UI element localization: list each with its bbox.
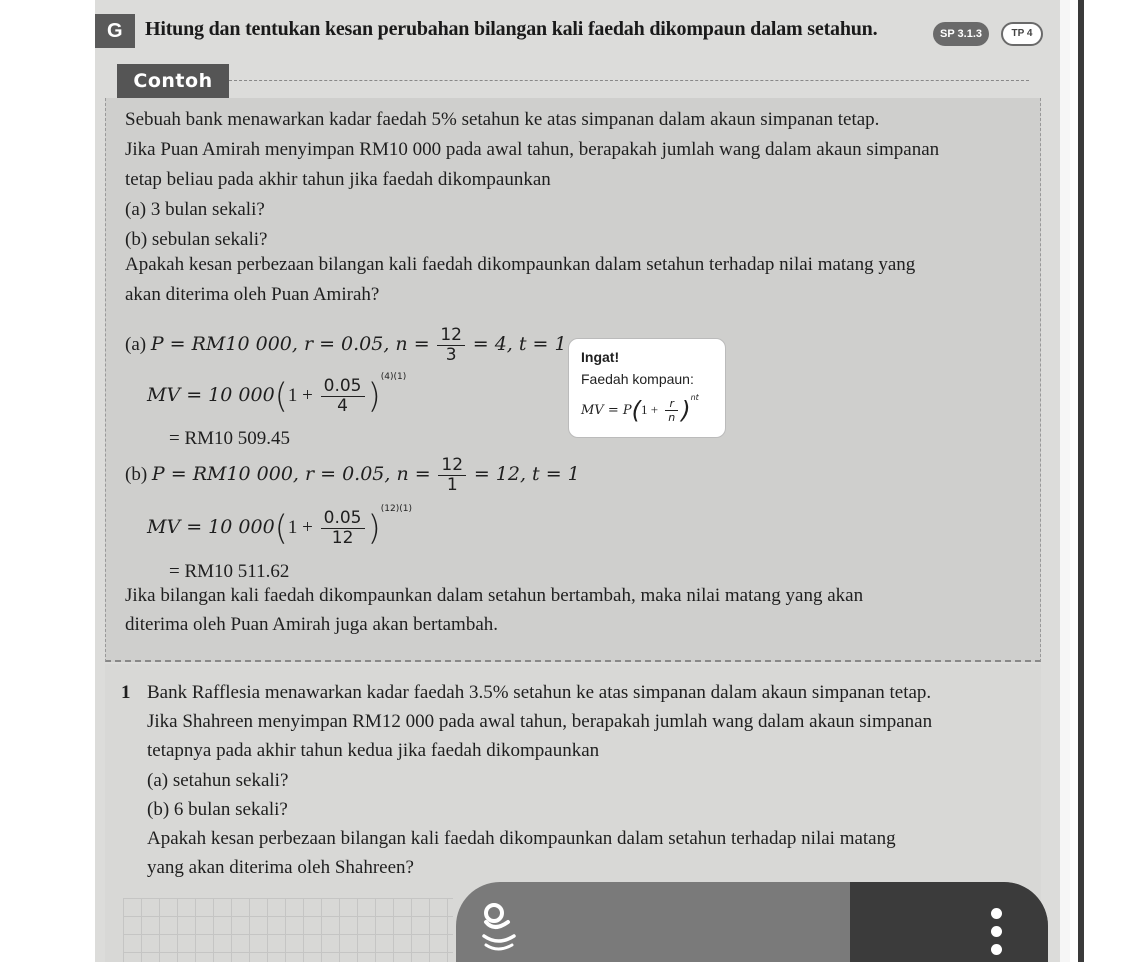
formula-lhs: MV = P — [581, 403, 632, 418]
example-question-1: Apakah kesan perbezaan bilangan kali faedah dikompaunkan dalam setahun terhadap nilai matang yang — [125, 254, 916, 275]
handwriting-icon[interactable] — [474, 896, 530, 956]
example-line-1: Sebuah bank menawarkan kadar faedah 5% setahun ke atas simpanan dalam akaun simpanan tetap. — [125, 109, 880, 130]
solution-a-frac-num: 0.05 — [321, 377, 365, 397]
formula-frac-num: r — [665, 397, 678, 411]
solution-b-n-fraction — [438, 456, 466, 495]
question-1-question-2: yang akan diterima oleh Shahreen? — [147, 857, 414, 878]
solution-a-n-fraction — [437, 326, 465, 365]
question-1-line-2: Jika Shahreen menyimpan RM12 000 pada awal tahun, berapakah jumlah wang dalam akaun simpanan — [147, 711, 933, 732]
right-margin — [1060, 0, 1070, 962]
question-1-line-1: Bank Rafflesia menawarkan kadar faedah 3.5% setahun ke atas simpanan dalam akaun simpanan tetap. — [147, 682, 932, 703]
solution-b-given — [125, 456, 580, 495]
question-1-option-b: (b) 6 bulan sekali? — [147, 799, 288, 820]
remember-subtitle: Faedah kompaun: — [581, 371, 694, 387]
solution-a-given-tail: = 4, t = 1 — [472, 332, 567, 355]
example-line-3: tetap beliau pada akhir tahun jika faedah dikompaunkan — [125, 169, 551, 190]
solution-b-n-den: 1 — [446, 475, 458, 495]
section-title: Hitung dan tentukan kesan perubahan bilangan kali faedah dikompaun dalam setahun. — [145, 18, 878, 40]
solution-b-result: = RM10 511.62 — [169, 561, 290, 582]
solution-a-mv-lhs: MV = 10 000 — [147, 384, 275, 406]
open-paren: ( — [274, 376, 288, 417]
solution-a-n-den: 3 — [445, 345, 457, 365]
remember-title: Ingat! — [581, 349, 620, 365]
remember-box — [568, 338, 726, 438]
solution-a-n-num: 12 — [437, 326, 465, 346]
more-vertical-icon[interactable] — [986, 904, 1006, 962]
example-label: Contoh — [117, 64, 229, 98]
solution-a-frac-den: 4 — [337, 396, 348, 417]
solution-b-frac-num: 0.05 — [321, 509, 365, 529]
solution-b-rate-fraction — [321, 509, 365, 548]
tp-badge: TP 4 — [1001, 22, 1043, 46]
sp-badge: SP 3.1.3 — [933, 22, 989, 46]
solution-b-exponent: (12)(1) — [380, 504, 412, 514]
solution-b-mv-lhs: MV = 10 000 — [147, 516, 275, 538]
example-option-b: (b) sebulan sekali? — [125, 229, 268, 250]
solution-a-exponent: (4)(1) — [380, 372, 407, 382]
solution-a-result: = RM10 509.45 — [169, 428, 291, 449]
example-divider — [229, 80, 1029, 81]
formula-exponent: nt — [690, 393, 699, 402]
solution-a-formula: MV = 10 000(1 + $\frac{0.05}{4}$ )$^{(4)(1)}$ — [147, 372, 407, 417]
scroll-edge — [1078, 0, 1084, 962]
example-question-2: akan diterima oleh Puan Amirah? — [125, 284, 380, 305]
solution-b-given-tail: = 12, t = 1 — [473, 462, 580, 485]
close-paren: ) — [367, 376, 381, 417]
section-badge: G — [95, 14, 135, 48]
solution-b-n-num: 12 — [438, 456, 466, 476]
solution-b-formula: MV = 10 000(1 + $\frac{0.05}{12}$ )$^{(12)(1)}$ — [147, 504, 412, 549]
example-line-2: Jika Puan Amirah menyimpan RM10 000 pada awal tahun, berapakah jumlah wang dalam akaun simpanan — [125, 139, 940, 160]
solution-a-label: (a) — [125, 333, 147, 355]
toolbar-menu-area — [850, 882, 1048, 962]
example-option-a: (a) 3 bulan sekali? — [125, 199, 265, 220]
conclusion-line-1: Jika bilangan kali faedah dikompaunkan dalam setahun bertambah, maka nilai matang yang akan — [125, 585, 864, 606]
solution-b-label: (b) — [125, 463, 148, 485]
solution-a-given — [125, 326, 567, 365]
solution-b-frac-den: 12 — [331, 528, 354, 549]
textbook-page — [95, 0, 1060, 962]
formula-frac-den: n — [668, 411, 676, 424]
solution-a-rate-fraction — [321, 377, 365, 416]
compound-interest-formula: MV = P(1 + $\frac{r}{n}$ )$^{nt}$ — [581, 393, 699, 425]
solution-a-given-text: P = RM10 000, r = 0.05, n = — [150, 332, 430, 355]
question-1-line-3: tetapnya pada akhir tahun kedua jika faedah dikompaunkan — [147, 740, 600, 761]
question-number: 1 — [121, 682, 131, 703]
solution-b-given-text: P = RM10 000, r = 0.05, n = — [151, 462, 431, 485]
conclusion-line-2: diterima oleh Puan Amirah juga akan bertambah. — [125, 614, 499, 635]
question-1-question-1: Apakah kesan perbezaan bilangan kali faedah dikompaunkan dalam setahun terhadap nilai matang — [147, 828, 896, 849]
formula-fraction — [665, 397, 678, 424]
question-1-option-a: (a) setahun sekali? — [147, 770, 289, 791]
answer-grid — [123, 898, 453, 962]
